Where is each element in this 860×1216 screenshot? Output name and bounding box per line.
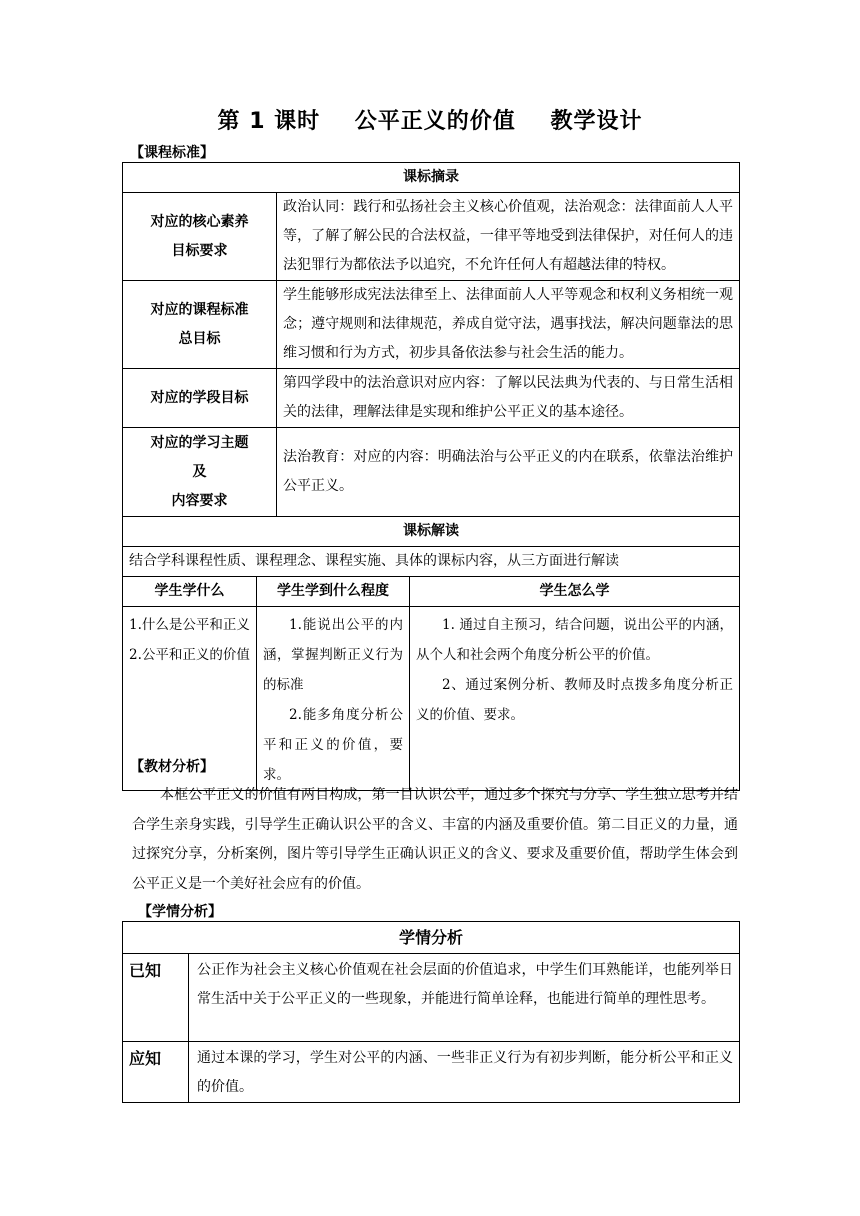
- learner-header: 学情分析: [123, 922, 740, 954]
- row-content-known: 公正作为社会主义核心价值观在社会层面的价值追求，中学生们耳熟能详，也能列举日常生活中关于公平正义的一些现象，并能进行简单诠释，也能进行简单的理性思考。: [189, 954, 740, 1042]
- cell-degree: [257, 607, 410, 791]
- textbook-analysis-paragraph: 本框公平正义的价值有两目构成，第一目认识公平，通过多个探究与分享、学生独立思考并结合学生亲身实践，引导学生正确认识公平的含义、丰富的内涵及重要价值。第二目正义的力量，通过探究分享，分析案例，图片等引导学生正确认识正义的含义、要求及重要价值，帮助学生体会到公平正义是一个美好社会应有的价值。: [132, 787, 738, 892]
- excerpt-header: 课标摘录: [123, 163, 740, 193]
- interpretation-text: 结合学科课程性质、课程理念、课程实施、具体的课标内容，从三方面进行解读: [123, 547, 740, 577]
- label-line: 目标要求: [171, 242, 228, 259]
- row-content-should-know: 通过本课的学习，学生对公平的内涵、一些非正义行为有初步判断，能分析公平和正义的价值。: [189, 1042, 740, 1103]
- row-label-core-literacy: [123, 193, 277, 281]
- list-item: 2.公平和正义的价值: [129, 647, 250, 663]
- row-label-learning-theme: [123, 428, 277, 517]
- list-item: 1. 通过自主预习，结合问题，说出公平的内涵，从个人和社会两个角度分析公平的价值。: [416, 617, 734, 663]
- learner-analysis-table: [122, 921, 740, 1103]
- list-item: 2、通过案例分析、教师及时点拨多角度分析正义的价值、要求。: [416, 677, 734, 723]
- list-item: 1.什么是公平和正义: [129, 617, 250, 633]
- page-title: 第 1 课时 公平正义的价值 教学设计: [217, 109, 643, 134]
- row-content-stage-goal: 第四学段中的法治意识对应内容：了解以民法典为代表的、与日常生活相关的法律，理解法律是实现和维护公平正义的基本途径。: [277, 369, 740, 428]
- row-label-stage-goal: 对应的学段目标: [123, 369, 277, 428]
- section-textbook-analysis: 【教材分析】: [130, 759, 214, 775]
- row-label-known: 已知: [123, 954, 189, 1042]
- row-label-course-goal: [123, 281, 277, 369]
- label-line: 总目标: [178, 330, 221, 347]
- row-content-learning-theme: 法治教育：对应的内容：明确法治与公平正义的内在联系，依靠法治维护公平正义。: [277, 428, 740, 517]
- column-header-degree: 学生学到什么程度: [257, 577, 410, 607]
- row-content-core-literacy: 政治认同：践行和弘扬社会主义核心价值观，法治观念：法律面前人人平等，了解了解公民的合法权益，一律平等地受到法律保护，对任何人的违法犯罪行为都依法予以追究，不允许任何人有超越法律的特权。: [277, 193, 740, 281]
- label-line: 对应的课程标准: [150, 301, 249, 318]
- label-line: 及: [192, 463, 207, 480]
- interpretation-header: 课标解读: [123, 517, 740, 547]
- column-header-how: 学生怎么学: [410, 577, 740, 607]
- section-course-standard: 【课程标准】: [130, 145, 214, 161]
- course-standard-table: [122, 162, 740, 791]
- column-header-what: 学生学什么: [123, 577, 257, 607]
- section-learner-analysis: 【学情分析】: [138, 904, 222, 920]
- row-label-should-know: 应知: [123, 1042, 189, 1103]
- label-line: 对应的核心素养: [150, 213, 249, 230]
- list-item: 2.能多角度分析公平和正义的价值，要求。: [263, 707, 403, 783]
- label-line: 对应的学习主题: [150, 434, 249, 451]
- row-content-course-goal: 学生能够形成宪法法律至上、法律面前人人平等观念和权利义务相统一观念；遵守规则和法律规范，养成自觉守法，遇事找法，解决问题靠法的思维习惯和行为方式，初步具备依法参与社会生活的能力。: [277, 281, 740, 369]
- cell-how: [410, 607, 740, 791]
- label-line: 内容要求: [171, 492, 228, 509]
- list-item: 1.能说出公平的内涵，掌握判断正义行为的标准: [263, 617, 403, 693]
